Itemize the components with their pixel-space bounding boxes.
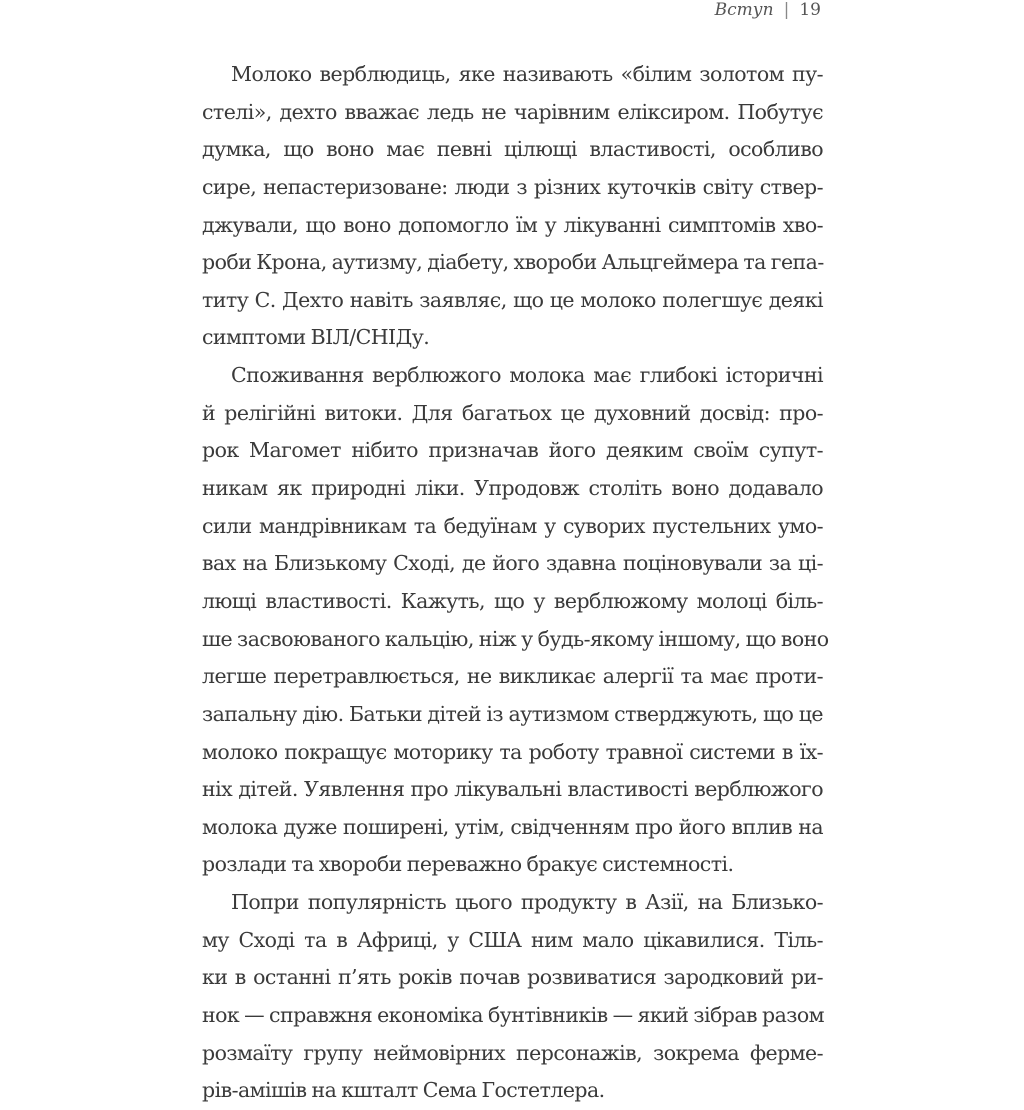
text-line: вах на Близькому Сході, де його здавна поціновували за ці-: [202, 551, 823, 576]
text-line: запальну дію. Батьки дітей із аутизмом стверджують, що це: [202, 701, 823, 726]
text-line: й релігійні витоки. Для багатьох це духовний досвід: про-: [202, 400, 823, 425]
paragraph-2: [202, 357, 829, 884]
text-line: лющі властивості. Кажуть, що у верблюжому молоці біль-: [202, 588, 823, 613]
text-line: Молоко верблюдиць, яке називають «білим золотом пу-: [231, 62, 823, 86]
text-line: розмаїту групу неймовірних персонажів, зокрема ферме-: [202, 1040, 823, 1065]
text-line: симптоми ВІЛ/СНІДу.: [202, 325, 430, 350]
text-line: ки в останні п’ять років почав розвиватися зародковий ри-: [202, 965, 823, 990]
text-line: стелі», дехто вважає ледь не чарівним еліксиром. Побутує: [202, 99, 823, 124]
text-line: рок Магомет нібито призначав його деяким своїм супут-: [202, 438, 823, 463]
running-head: [715, 0, 821, 22]
text-line: сире, непастеризоване: люди з різних куточків світу ствер-: [202, 174, 823, 199]
text-line: му Сході та в Африці, у США ним мало цікавилися. Тіль-: [202, 927, 823, 952]
text-line: джували, що воно допомогло їм у лікуванні симптомів хво-: [202, 212, 823, 237]
text-line: нок — справжня економіка бунтівників — який зібрав разом: [202, 1003, 825, 1028]
text-line: молока дуже поширені, утім, свідченням про його вплив на: [202, 814, 823, 839]
text-line: думка, що воно має певні цілющі властивості, особливо: [202, 137, 823, 162]
text-line: титу С. Дехто навіть заявляє, що це молоко полегшує деякі: [202, 287, 823, 312]
paragraph-1: [202, 56, 823, 357]
text-line: сили мандрівникам та бедуїнам у суворих пустельних умо-: [202, 513, 823, 538]
running-head-section: Вступ: [714, 0, 774, 20]
text-line: роби Крона, аутизму, діабету, хвороби Альцгеймера та гепа-: [202, 250, 824, 275]
text-line: Споживання верблюжого молока має глибокі історичні: [231, 363, 823, 388]
text-line: молоко покращує моторику та роботу травної системи в їх-: [202, 739, 823, 764]
page-body: [202, 56, 829, 1110]
text-line: рів-амішів на кшталт Сема Гостетлера.: [202, 1078, 605, 1103]
text-line: никам як природні ліки. Упродовж століть воно додавало: [202, 476, 823, 501]
text-line: розлади та хвороби переважно бракує системності.: [202, 852, 734, 877]
running-head-separator: |: [783, 0, 790, 20]
paragraph-3: [202, 884, 823, 1110]
text-line: ніх дітей. Уявлення про лікувальні властивості верблюжого: [202, 777, 823, 802]
text-line: легше перетравлюється, не викликає алергії та має проти-: [202, 664, 823, 689]
page-number: 19: [799, 0, 821, 20]
text-line: ше засвоюваного кальцію, ніж у будь-якому іншому, що воно: [202, 626, 829, 651]
text-line: Попри популярність цього продукту в Азії, на Близько-: [231, 890, 823, 915]
